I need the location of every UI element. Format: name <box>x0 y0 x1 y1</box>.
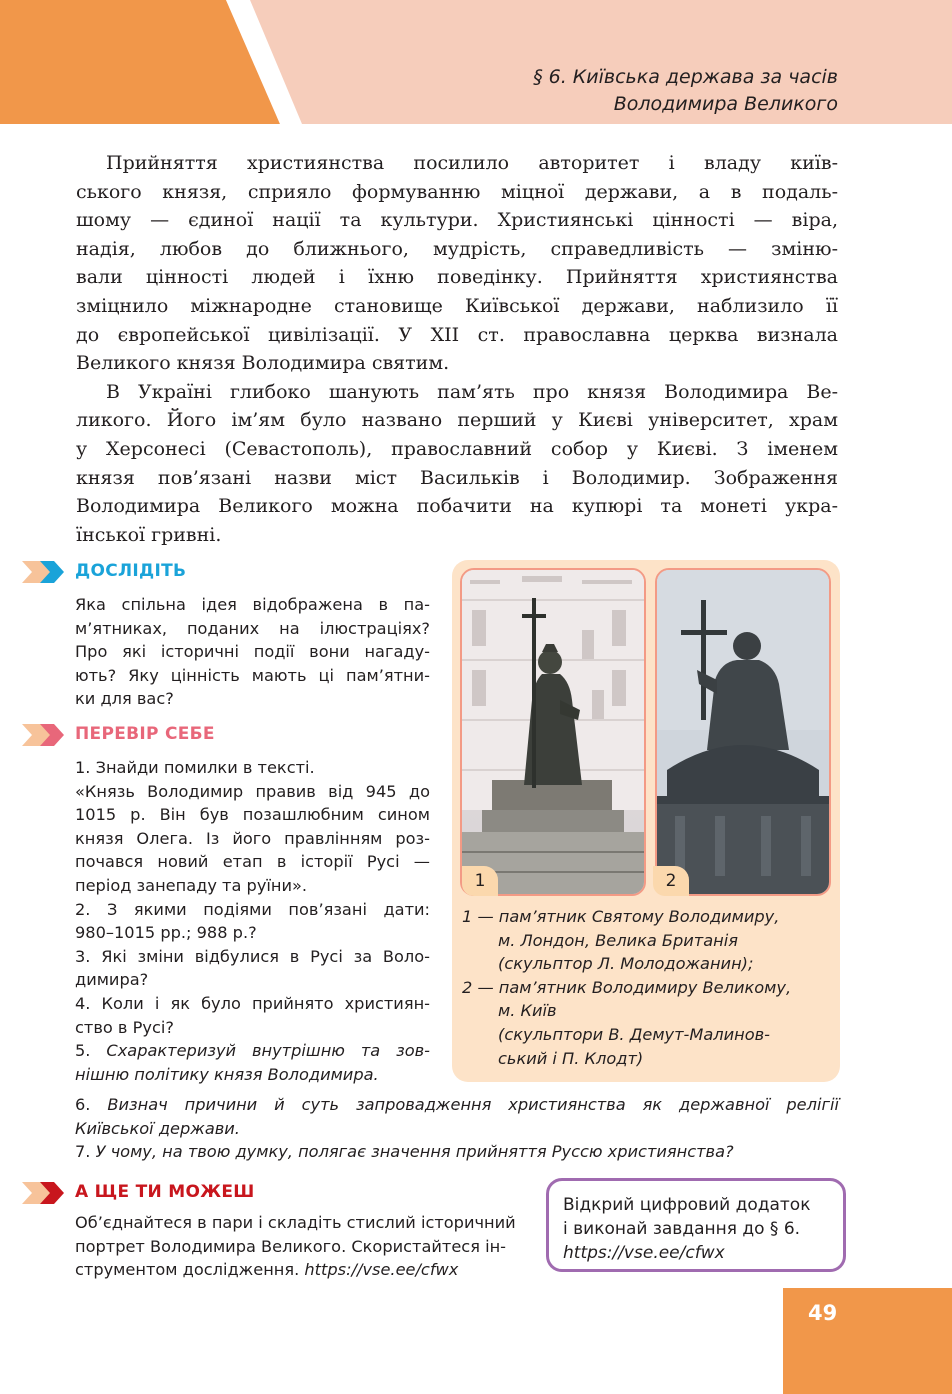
more-heading: А ЩЕ ТИ МОЖЕШ <box>75 1182 255 1202</box>
more-link[interactable]: https://vse.ee/cfwx <box>304 1260 459 1280</box>
more-line-text: струментом дослідження. <box>75 1260 300 1280</box>
question-text: Київської держави. <box>75 1118 240 1138</box>
question-text: нішню політику князя Володимира. <box>75 1064 379 1084</box>
check-question-6 <box>75 1093 839 1140</box>
photo-london-monument <box>460 568 646 896</box>
main-text-line: Прийняття християнства посилило авторитет і владу київ- <box>106 152 838 174</box>
photo-kyiv-monument <box>655 568 831 896</box>
check-line: димира? <box>75 970 149 990</box>
main-text <box>76 149 838 549</box>
check-line: «Князь Володимир правив від 945 до <box>75 781 430 801</box>
check-question-7 <box>75 1140 839 1164</box>
check-line: 3. Які зміни відбулися в Русі за Воло- <box>75 946 430 966</box>
digital-line-2: і виконай завдання до § 6. <box>563 1219 801 1239</box>
question-number: 5. <box>75 1041 91 1061</box>
main-text-line: надія, любов до ближнього, мудрість, справедливість — зміню- <box>76 237 838 260</box>
digital-line-1: Відкрий цифровий додаток <box>563 1195 811 1215</box>
check-line: почався новий етап в історії Русі — <box>75 852 430 872</box>
main-text-line: Великого князя Володимира святим. <box>76 352 450 375</box>
main-text-line: шому — єдиної нації та культури. Християнські цінності — віра, <box>76 209 838 232</box>
check-line: 980–1015 рр.; 988 р.? <box>75 923 257 943</box>
main-text-line: їнської гривні. <box>76 523 222 546</box>
check-chevron-icon <box>20 724 66 746</box>
check-line: 2. З якими подіями пов’язані дати: <box>75 899 430 919</box>
photo-2-number: 2 <box>653 866 689 896</box>
main-text-line: у Херсонесі (Севастополь), православний собор у Києві. З іменем <box>76 437 838 460</box>
check-text <box>75 756 430 1086</box>
caption-line: ський і П. Клодт) <box>498 1048 644 1068</box>
check-line: ство в Русі? <box>75 1017 174 1037</box>
main-text-line: ликого. Його ім’ям було названо перший у Києві університет, храм <box>76 409 838 432</box>
main-text-line: ського князя, сприяло формуванню міцної держави, а в подаль- <box>76 180 838 203</box>
main-text-line: князя пов’язані назви міст Васильків і Володимир. Зображення <box>76 466 838 489</box>
caption-line: 2 — пам’ятник Володимиру Великому, <box>462 977 792 997</box>
digital-link[interactable]: https://vse.ee/cfwx <box>563 1243 725 1263</box>
explore-line: Яка спільна ідея відображена в па- <box>75 595 430 614</box>
caption-line: м. Лондон, Велика Британія <box>498 930 738 950</box>
explore-line: м’ятниках, поданих на ілюстраціях? <box>75 618 430 638</box>
explore-line: ки для вас? <box>75 689 174 709</box>
main-text-line: до європейської цивілізації. У XII ст. православна церква визнала <box>76 323 838 346</box>
check-question-5 <box>75 1039 430 1063</box>
main-text-line: зміцнило міжнародне становище Київської держави, наблизило її <box>76 294 838 317</box>
section-title-line-1: § 6. Київська держава за часів <box>533 66 838 88</box>
more-line: портрет Володимира Великого. Скористайтеся ін- <box>75 1236 507 1256</box>
digital-addon-box <box>546 1178 846 1272</box>
question-number: 7. <box>75 1142 91 1161</box>
question-text: Визнач причини й суть запровадження християнства як державної релігії <box>107 1095 839 1114</box>
question-number: 6. <box>75 1095 91 1114</box>
explore-line: ють? Яку цінність мають ці пам’ятни- <box>75 665 430 685</box>
main-text-line: вали цінності людей і їхню поведінку. Прийняття християнства <box>76 266 838 289</box>
more-line-3 <box>75 1258 530 1282</box>
check-line: князя Олега. Із його правлінням роз- <box>75 828 430 848</box>
main-text-line: В Україні глибоко шанують пам’ять про князя Володимира Ве- <box>106 380 838 403</box>
caption-line: 1 — пам’ятник Святому Володимиру, <box>462 907 780 926</box>
figure-caption <box>462 905 834 1070</box>
explore-heading: ДОСЛІДІТЬ <box>75 561 187 581</box>
more-line: Об’єднайтеся в пари і складіть стислий історичний <box>75 1213 516 1232</box>
caption-line: (скульптор Л. Молодожанин); <box>498 954 754 974</box>
page-number: 49 <box>808 1301 838 1325</box>
kyiv-monument-image <box>657 570 829 894</box>
check-line: період занепаду та руїни». <box>75 875 308 895</box>
question-text: У чому, на твою думку, полягає значення прийняття Руссю християнства? <box>95 1142 734 1161</box>
section-title-line-2: Володимира Великого <box>613 93 838 115</box>
explore-chevron-icon <box>20 561 66 583</box>
explore-line: Про які історичні події вони нагаду- <box>75 642 430 662</box>
more-chevron-icon <box>20 1182 66 1204</box>
check-line: 1015 р. Він був позашлюбним сином <box>75 805 430 825</box>
check-heading: ПЕРЕВІР СЕБЕ <box>75 724 215 744</box>
question-text: Схарактеризуй внутрішню та зов- <box>106 1041 430 1061</box>
photo-1-number: 1 <box>462 866 498 896</box>
london-monument-image <box>462 570 644 894</box>
section-title <box>533 64 838 118</box>
check-line: 4. Коли і як було прийнято християн- <box>75 993 430 1013</box>
explore-text <box>75 593 430 711</box>
main-text-line: Володимира Великого можна побачити на купюрі та монеті укра- <box>76 495 838 518</box>
caption-line: (скульптори В. Демут-Малинов- <box>498 1024 771 1044</box>
more-text <box>75 1211 530 1282</box>
check-line: 1. Знайди помилки в тексті. <box>75 758 315 777</box>
caption-line: м. Київ <box>498 1001 557 1021</box>
